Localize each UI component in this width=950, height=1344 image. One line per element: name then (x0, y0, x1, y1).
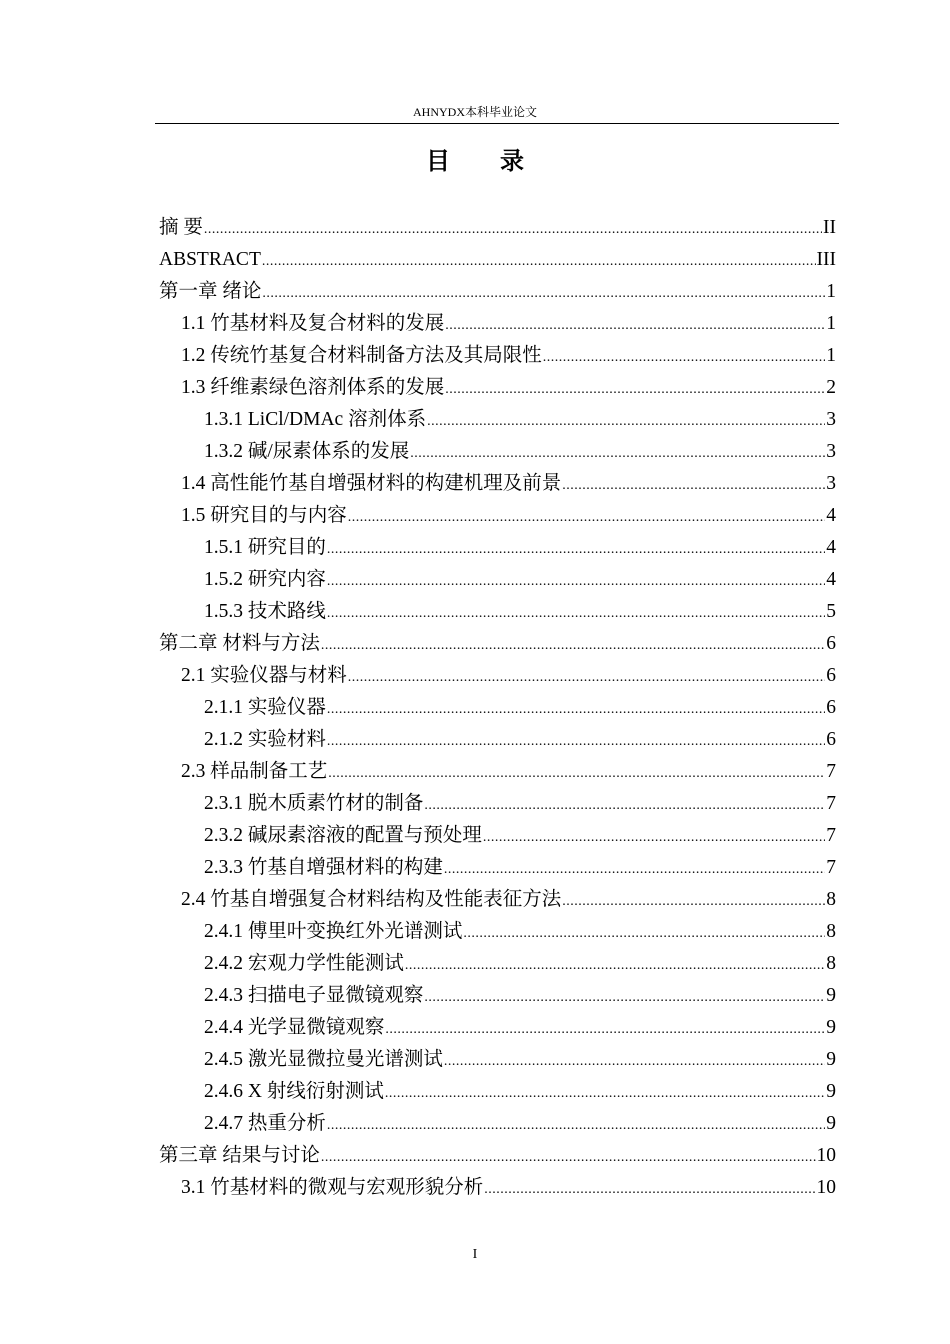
toc-entry-page: II (823, 217, 836, 238)
toc-leader-dots (445, 310, 825, 342)
toc-entry-page: 1 (826, 281, 836, 302)
toc-leader-dots (543, 342, 825, 374)
toc-entry-page: 3 (826, 473, 836, 494)
toc-leader-dots (327, 1110, 825, 1142)
toc-leader-dots (385, 1014, 825, 1046)
toc-leader-dots (348, 662, 825, 694)
toc-entry-page: 3 (826, 409, 836, 430)
toc-leader-dots (327, 534, 825, 566)
toc-leader-dots (385, 1078, 825, 1110)
toc-entry-label: ABSTRACT (159, 249, 261, 270)
toc-entry-label: 1.5.2 研究内容 (204, 569, 326, 590)
toc-entry-label: 1.3.1 LiCl/DMAc 溶剂体系 (204, 409, 427, 430)
toc-entry-page: 8 (826, 889, 836, 910)
header-rule (155, 123, 839, 124)
toc-entry[interactable] (159, 916, 836, 948)
toc-entry-page: 7 (826, 761, 836, 782)
toc-entry-label: 1.5 研究目的与内容 (181, 505, 347, 526)
toc-leader-dots (328, 758, 825, 790)
toc-entry-page: 2 (826, 377, 836, 398)
toc-entry[interactable] (159, 820, 836, 852)
toc-entry-page: 6 (826, 633, 836, 654)
toc-entry-page: 4 (826, 537, 836, 558)
toc-entry[interactable] (159, 308, 836, 340)
toc-entry[interactable] (159, 340, 836, 372)
toc-leader-dots (483, 822, 825, 854)
toc-entry[interactable] (159, 980, 836, 1012)
toc-leader-dots (484, 1174, 815, 1206)
toc-leader-dots (463, 918, 825, 950)
toc-entry[interactable] (159, 628, 836, 660)
toc-entry-label: 3.1 竹基材料的微观与宏观形貌分析 (181, 1177, 484, 1198)
toc-entry-page: 7 (826, 825, 836, 846)
toc-entry[interactable] (159, 500, 836, 532)
toc-entry[interactable] (159, 596, 836, 628)
toc-entry-page: 6 (826, 665, 836, 686)
running-header: AHNYDX本科毕业论文 (413, 105, 537, 119)
toc-entry[interactable] (159, 436, 836, 468)
toc-entry-page: 9 (826, 1081, 836, 1102)
toc-entry-page: 8 (826, 953, 836, 974)
toc-entry-label: 摘 要 (159, 217, 203, 238)
toc-entry[interactable] (159, 1044, 836, 1076)
toc-entry-page: 10 (816, 1177, 836, 1198)
toc-entry-label: 2.4.4 光学显微镜观察 (204, 1017, 385, 1038)
toc-leader-dots (348, 502, 825, 534)
toc-leader-dots (562, 886, 825, 918)
toc-entry-label: 2.4.1 傅里叶变换红外光谱测试 (204, 921, 463, 942)
page-title: 目 录 (426, 149, 546, 175)
toc-entry-page: III (816, 249, 836, 270)
toc-leader-dots (427, 406, 825, 438)
toc-entry-page: 9 (826, 1017, 836, 1038)
toc-leader-dots (327, 566, 825, 598)
toc-entry[interactable] (159, 212, 836, 244)
toc-leader-dots (204, 214, 822, 246)
toc-entry-page: 8 (826, 921, 836, 942)
toc-entry-label: 第二章 材料与方法 (159, 633, 320, 654)
toc-entry[interactable] (159, 404, 836, 436)
toc-entry-page: 6 (826, 697, 836, 718)
toc-entry-label: 2.1.1 实验仪器 (204, 697, 326, 718)
toc-entry[interactable] (159, 1076, 836, 1108)
toc-entry-page: 9 (826, 985, 836, 1006)
toc-entry-label: 2.4.7 热重分析 (204, 1113, 326, 1134)
toc-entry-page: 3 (826, 441, 836, 462)
toc-entry[interactable] (159, 724, 836, 756)
toc-entry-page: 5 (826, 601, 836, 622)
toc-leader-dots (321, 1142, 816, 1174)
toc-entry[interactable] (159, 244, 836, 276)
toc-leader-dots (327, 598, 825, 630)
toc-entry-label: 2.4.3 扫描电子显微镜观察 (204, 985, 424, 1006)
toc-entry-page: 7 (826, 793, 836, 814)
table-of-contents (159, 212, 836, 1204)
toc-entry-label: 2.3 样品制备工艺 (181, 761, 328, 782)
toc-entry[interactable] (159, 948, 836, 980)
toc-entry[interactable] (159, 852, 836, 884)
toc-entry[interactable] (159, 372, 836, 404)
toc-entry-label: 1.2 传统竹基复合材料制备方法及其局限性 (181, 345, 542, 366)
toc-entry-label: 第三章 结果与讨论 (159, 1145, 320, 1166)
toc-entry[interactable] (159, 692, 836, 724)
toc-entry-page: 4 (826, 505, 836, 526)
toc-entry-page: 1 (826, 345, 836, 366)
toc-entry-page: 7 (826, 857, 836, 878)
toc-entry-label: 1.3.2 碱/尿素体系的发展 (204, 441, 410, 462)
toc-entry-label: 2.4.2 宏观力学性能测试 (204, 953, 404, 974)
toc-entry-label: 1.5.3 技术路线 (204, 601, 326, 622)
toc-leader-dots (424, 790, 825, 822)
toc-entry-label: 1.1 竹基材料及复合材料的发展 (181, 313, 445, 334)
toc-entry[interactable] (159, 276, 836, 308)
toc-entry[interactable] (159, 884, 836, 916)
toc-leader-dots (445, 374, 825, 406)
toc-entry[interactable] (159, 532, 836, 564)
toc-leader-dots (562, 470, 825, 502)
toc-entry-page: 9 (826, 1049, 836, 1070)
toc-leader-dots (444, 854, 825, 886)
toc-leader-dots (327, 694, 825, 726)
toc-leader-dots (262, 278, 825, 310)
toc-entry[interactable] (159, 1140, 836, 1172)
toc-entry-page: 4 (826, 569, 836, 590)
toc-entry-label: 1.5.1 研究目的 (204, 537, 326, 558)
toc-entry-page: 10 (816, 1145, 836, 1166)
toc-leader-dots (405, 950, 825, 982)
toc-entry-page: 6 (826, 729, 836, 750)
toc-entry-label: 2.1 实验仪器与材料 (181, 665, 347, 686)
toc-entry[interactable] (159, 788, 836, 820)
toc-entry-label: 2.4.5 激光显微拉曼光谱测试 (204, 1049, 443, 1070)
toc-leader-dots (327, 726, 825, 758)
toc-entry-label: 2.4.6 X 射线衍射测试 (204, 1081, 384, 1102)
page-number: I (472, 1247, 478, 1262)
toc-entry-label: 2.3.3 竹基自增强材料的构建 (204, 857, 443, 878)
toc-entry-label: 1.4 高性能竹基自增强材料的构建机理及前景 (181, 473, 562, 494)
toc-entry-label: 2.1.2 实验材料 (204, 729, 326, 750)
toc-leader-dots (424, 982, 825, 1014)
toc-entry[interactable] (159, 564, 836, 596)
toc-entry-page: 9 (826, 1113, 836, 1134)
toc-entry[interactable] (159, 1012, 836, 1044)
toc-entry[interactable] (159, 1172, 836, 1204)
toc-leader-dots (262, 246, 816, 278)
toc-entry-label: 2.3.1 脱木质素竹材的制备 (204, 793, 424, 814)
toc-leader-dots (410, 438, 825, 470)
toc-entry[interactable] (159, 756, 836, 788)
toc-entry[interactable] (159, 660, 836, 692)
toc-entry-label: 2.4 竹基自增强复合材料结构及性能表征方法 (181, 889, 562, 910)
toc-entry[interactable] (159, 468, 836, 500)
toc-entry[interactable] (159, 1108, 836, 1140)
toc-leader-dots (444, 1046, 825, 1078)
toc-entry-label: 2.3.2 碱尿素溶液的配置与预处理 (204, 825, 482, 846)
toc-entry-page: 1 (826, 313, 836, 334)
toc-entry-label: 第一章 绪论 (159, 281, 262, 302)
toc-leader-dots (321, 630, 825, 662)
toc-entry-label: 1.3 纤维素绿色溶剂体系的发展 (181, 377, 445, 398)
